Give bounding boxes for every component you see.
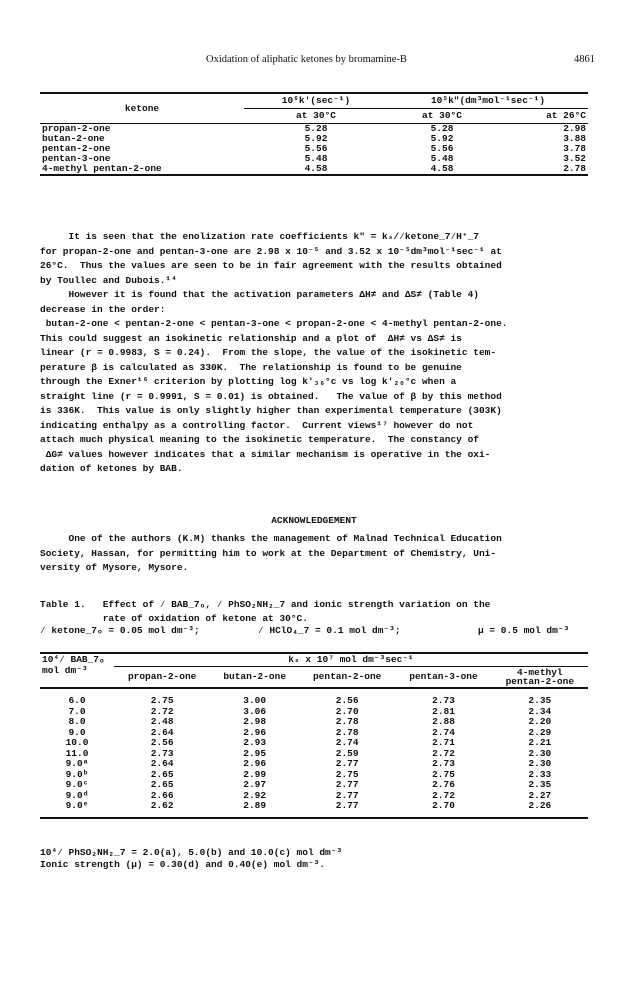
cell: 4.58 bbox=[430, 163, 454, 174]
text-line: is 336K. This value is only slightly higher than experimental temperature (303K) bbox=[40, 405, 502, 416]
column-header-ketone: ketone bbox=[124, 102, 160, 114]
cell: 2.71 bbox=[432, 737, 455, 748]
cell: 2.99 bbox=[243, 768, 267, 780]
cell: 2.93 bbox=[243, 737, 267, 748]
cell: 2.35 bbox=[528, 695, 552, 706]
table1-body bbox=[40, 696, 588, 812]
cell: 5.56 bbox=[430, 143, 454, 154]
text-line: linear (r = 0.9983, S = 0.24). From the slope, the value of the isokinetic tem- bbox=[40, 347, 497, 358]
cell: 2.95 bbox=[243, 747, 267, 759]
cell: 2.29 bbox=[528, 726, 552, 738]
row-label: 8.0 bbox=[68, 716, 86, 727]
cell: 2.92 bbox=[243, 789, 267, 801]
acknowledgement-heading: ACKNOWLEDGEMENT bbox=[271, 515, 357, 526]
subheader-k2a: at 30°C bbox=[388, 109, 496, 124]
cell: 2.70 bbox=[432, 800, 455, 811]
subheader-k1: at 30°C bbox=[244, 109, 388, 124]
cell: 2.65 bbox=[150, 779, 174, 790]
text-line: butan-2-one < pentan-2-one < pentan-3-one < propan-2-one < 4-methyl pentan-2-one. bbox=[40, 318, 508, 329]
cell: 2.74 bbox=[335, 737, 359, 748]
cell: 2.62 bbox=[150, 800, 174, 811]
cell: 2.72 bbox=[150, 705, 174, 717]
text-line: It is seen that the enolization rate coefficients k" = kₛ/∕ketone_7∕H⁺_7 bbox=[40, 231, 480, 242]
table-row bbox=[40, 759, 588, 770]
table1-footnotes bbox=[40, 847, 588, 871]
running-title: Oxidation of aliphatic ketones by bromamine-B bbox=[206, 54, 407, 65]
row-label: 11.0 bbox=[65, 747, 89, 759]
table-row bbox=[40, 749, 588, 760]
row-label: 7.0 bbox=[68, 705, 86, 717]
cell: 2.76 bbox=[432, 779, 455, 790]
cell: 2.73 bbox=[150, 747, 174, 759]
table-row bbox=[40, 791, 588, 802]
cell: 2.66 bbox=[150, 789, 174, 801]
cell: 2.78 bbox=[335, 716, 359, 727]
condition-ketone: ∕ ketone_7ₒ = 0.05 mol dm⁻³; bbox=[40, 624, 200, 636]
cell: 3.52 bbox=[563, 153, 586, 164]
row-label: 9.0 bbox=[68, 726, 86, 738]
row-label: 9.0ᶜ bbox=[65, 779, 89, 790]
cell: 2.70 bbox=[335, 705, 359, 717]
cell: 2.98 bbox=[563, 123, 586, 134]
table-row bbox=[40, 780, 588, 791]
column-header-units: mol dm⁻³ bbox=[42, 665, 88, 676]
cell: 2.77 bbox=[335, 779, 359, 790]
table1-caption bbox=[40, 598, 588, 638]
row-label: 9.0ᵉ bbox=[65, 800, 89, 811]
cell: 2.74 bbox=[432, 726, 455, 738]
cell: 2.33 bbox=[528, 768, 552, 780]
cell: 2.30 bbox=[528, 747, 552, 759]
cell: 2.64 bbox=[150, 726, 174, 738]
row-label: 9.0ᵈ bbox=[65, 789, 89, 801]
cell: 5.92 bbox=[304, 133, 328, 144]
cell: 2.77 bbox=[335, 758, 359, 769]
cell: 2.72 bbox=[432, 747, 455, 759]
table-row bbox=[40, 738, 588, 749]
text-line: 26°C. Thus the values are seen to be in fair agreement with the results obtained bbox=[40, 260, 502, 271]
table-row bbox=[40, 707, 588, 718]
cell: 2.77 bbox=[335, 789, 359, 801]
table1-conditions bbox=[40, 624, 588, 638]
cell: 2.81 bbox=[432, 705, 455, 717]
column-header-k1: 10⁶k'(sec⁻¹) bbox=[281, 95, 351, 106]
row-label: 10.0 bbox=[65, 737, 89, 748]
page-number: 4861 bbox=[574, 54, 595, 65]
span-header-ks: kₛ x 10⁷ mol dm⁻³sec⁻¹ bbox=[288, 653, 414, 665]
cell: 5.92 bbox=[430, 133, 454, 144]
cell: 2.75 bbox=[150, 695, 174, 706]
cell: 2.59 bbox=[335, 747, 359, 759]
cell: pentan-2-one bbox=[42, 143, 111, 154]
text-line: versity of Mysore, Mysore. bbox=[40, 562, 189, 573]
table-row bbox=[40, 717, 588, 728]
text-line: attach much physical meaning to the isokinetic temperature. The constancy of bbox=[40, 434, 479, 445]
footnote: 10⁴∕ PhSO₂NH₂_7 = 2.0(a), 5.0(b) and 10.0(c) mol dm⁻³ bbox=[40, 847, 343, 858]
row-label: 6.0 bbox=[68, 695, 86, 706]
cell: 5.28 bbox=[430, 123, 454, 134]
caption-line: Table 1. Effect of ∕ BAB_7ₒ, ∕ PhSO₂NH₂_7 and ionic strength variation on the bbox=[40, 599, 491, 610]
caption-line: rate of oxidation of ketone at 30°C. bbox=[40, 612, 308, 624]
text-line: decrease in the order: bbox=[40, 303, 166, 315]
column-header-bab: 10⁴∕ BAB_7ₒ bbox=[42, 653, 105, 665]
cell: pentan-3-one bbox=[42, 153, 111, 164]
text-line: However it is found that the activation parameters ΔH≠ and ΔS≠ (Table 4) bbox=[40, 289, 479, 300]
column-header-ketone: 4-methyl pentan-2-one bbox=[492, 666, 588, 688]
table-row bbox=[40, 770, 588, 781]
cell: 3.88 bbox=[563, 133, 586, 144]
cell: 2.20 bbox=[528, 716, 552, 727]
rate-coefficient-table bbox=[40, 92, 588, 176]
cell: 3.00 bbox=[243, 695, 267, 706]
table-row bbox=[40, 164, 588, 175]
cell: 2.64 bbox=[150, 758, 174, 769]
cell: 2.35 bbox=[528, 779, 552, 790]
cell: 2.30 bbox=[528, 758, 552, 769]
cell: 4-methyl pentan-2-one bbox=[42, 163, 162, 174]
cell: 2.88 bbox=[432, 716, 455, 727]
text-line: through the Exner¹⁶ criterion by plotting log k'₃₆°c vs log k'₂₀°c when a bbox=[40, 376, 457, 387]
cell: 2.21 bbox=[528, 737, 552, 748]
column-header-ketone: propan-2-one bbox=[114, 666, 210, 688]
text-line: dation of ketones by BAB. bbox=[40, 463, 183, 474]
cell: 2.27 bbox=[528, 789, 552, 801]
cell: 5.48 bbox=[304, 153, 328, 164]
text-line: indicating enthalpy as a controlling factor. Current views¹⁷ however do not bbox=[40, 419, 474, 431]
cell: 4.58 bbox=[304, 163, 328, 174]
cell: 5.56 bbox=[304, 143, 328, 154]
column-header-k2: 10⁵k"(dm³mol⁻¹sec⁻¹) bbox=[430, 95, 546, 106]
cell: 2.48 bbox=[150, 716, 174, 727]
text-line: One of the authors (K.M) thanks the management of Malnad Technical Education bbox=[40, 533, 502, 544]
cell: 5.48 bbox=[430, 153, 454, 164]
text-line: by Toullec and Dubois.¹⁴ bbox=[40, 274, 177, 286]
cell: 2.73 bbox=[432, 758, 455, 769]
text-line: This could suggest an isokinetic relationship and a plot of ΔH≠ vs ΔS≠ is bbox=[40, 332, 462, 344]
cell: 2.78 bbox=[563, 163, 586, 174]
acknowledgement-text bbox=[40, 532, 588, 576]
text-line: straight line (r = 0.9991, S = 0.01) is obtained. The value of β by this method bbox=[40, 390, 502, 402]
cell: 2.56 bbox=[150, 737, 174, 748]
cell: 3.06 bbox=[243, 705, 267, 717]
cell: 2.26 bbox=[528, 800, 552, 811]
column-header-ketone: pentan-3-one bbox=[395, 666, 491, 688]
cell: 2.97 bbox=[243, 779, 267, 790]
cell: propan-2-one bbox=[42, 123, 111, 134]
text-line: ΔG≠ values however indicates that a similar mechanism is operative in the oxi- bbox=[40, 448, 491, 460]
table-row bbox=[40, 728, 588, 739]
cell: 2.77 bbox=[335, 800, 359, 811]
cell: 2.72 bbox=[432, 789, 455, 801]
row-label: 9.0ᵃ bbox=[65, 758, 89, 769]
table-row bbox=[40, 696, 588, 707]
text-line: perature β is calculated as 330K. The relationship is found to be genuine bbox=[40, 361, 462, 373]
discussion-text bbox=[40, 230, 588, 477]
cell: 2.34 bbox=[528, 705, 552, 717]
cell: 2.96 bbox=[243, 758, 267, 769]
column-header-ketone: pentan-2-one bbox=[299, 666, 395, 688]
cell: 2.75 bbox=[432, 768, 455, 780]
cell: 2.75 bbox=[335, 768, 359, 780]
table1 bbox=[40, 652, 588, 819]
cell: 2.98 bbox=[243, 716, 267, 727]
cell: 5.28 bbox=[304, 123, 328, 134]
cell: butan-2-one bbox=[42, 133, 105, 144]
table-row bbox=[40, 801, 588, 812]
cell: 2.96 bbox=[243, 726, 267, 738]
text-line: for propan-2-one and pentan-3-one are 2.98 x 10⁻⁵ and 3.52 x 10⁻⁵dm³mol⁻¹sec⁻¹ at bbox=[40, 245, 502, 257]
column-header-ketone: butan-2-one bbox=[210, 666, 299, 688]
cell: 2.65 bbox=[150, 768, 174, 780]
cell: 2.73 bbox=[432, 695, 455, 706]
row-label: 9.0ᵇ bbox=[65, 768, 89, 780]
condition-hclo4: ∕ HClO₄_7 = 0.1 mol dm⁻³; bbox=[258, 624, 401, 636]
footnote: Ionic strength (μ) = 0.30(d) and 0.40(e) mol dm⁻³. bbox=[40, 859, 326, 870]
condition-ionic-strength: μ = 0.5 mol dm⁻³ bbox=[478, 624, 570, 636]
cell: 2.78 bbox=[335, 726, 359, 738]
cell: 2.56 bbox=[335, 695, 359, 706]
text-line: Society, Hassan, for permitting him to work at the Department of Chemistry, Uni- bbox=[40, 547, 497, 559]
cell: 2.89 bbox=[243, 800, 267, 811]
subheader-k2b: at 26°C bbox=[496, 109, 588, 124]
cell: 3.78 bbox=[563, 143, 586, 154]
